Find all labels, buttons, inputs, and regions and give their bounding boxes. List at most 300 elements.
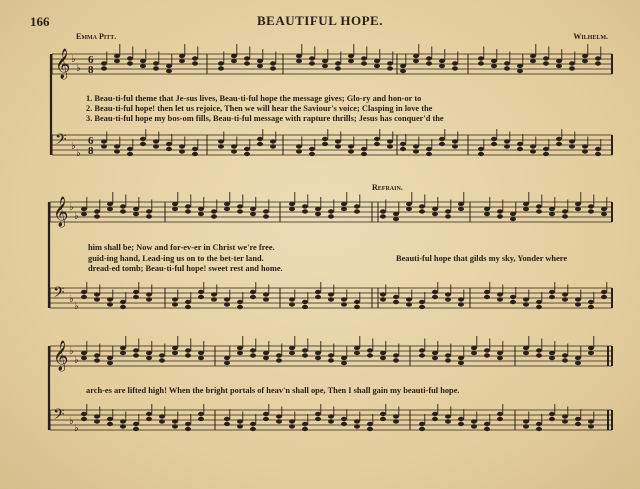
note-head bbox=[237, 346, 243, 350]
note-head bbox=[211, 209, 217, 213]
note-head bbox=[458, 417, 464, 421]
note-head bbox=[595, 152, 601, 156]
note-head bbox=[458, 297, 464, 301]
note-head bbox=[107, 361, 113, 365]
note-head bbox=[153, 66, 159, 70]
note-head bbox=[556, 59, 562, 63]
note-head bbox=[237, 209, 243, 213]
note-head bbox=[237, 300, 243, 304]
note-head bbox=[198, 212, 204, 216]
note-head bbox=[504, 66, 510, 70]
note-head bbox=[588, 305, 594, 309]
note-head bbox=[562, 414, 568, 418]
page-number: 166 bbox=[30, 14, 50, 29]
note-head bbox=[224, 202, 230, 206]
note-head bbox=[523, 297, 529, 301]
note-head bbox=[575, 202, 581, 206]
note-head bbox=[595, 147, 601, 151]
note-head bbox=[94, 297, 100, 301]
note-head bbox=[536, 427, 542, 431]
note-head bbox=[133, 207, 139, 211]
note-head bbox=[133, 295, 139, 299]
note-head bbox=[335, 66, 341, 70]
note-head bbox=[601, 290, 607, 294]
note-head bbox=[530, 54, 536, 58]
time-signature: 8 bbox=[88, 145, 94, 157]
note-head bbox=[575, 297, 581, 301]
note-head bbox=[562, 419, 568, 423]
treble-clef-icon: 𝄞 bbox=[53, 197, 69, 227]
note-head bbox=[140, 137, 146, 141]
note-head bbox=[263, 351, 269, 355]
note-head bbox=[582, 59, 588, 63]
note-head bbox=[400, 64, 406, 68]
note-head bbox=[497, 412, 503, 416]
note-head bbox=[497, 214, 503, 218]
note-head bbox=[276, 419, 282, 423]
note-head bbox=[328, 353, 334, 357]
note-head bbox=[517, 142, 523, 146]
note-head bbox=[341, 302, 347, 306]
note-head bbox=[478, 61, 484, 65]
note-head bbox=[595, 61, 601, 65]
note-head bbox=[94, 414, 100, 418]
note-head bbox=[263, 209, 269, 213]
note-head bbox=[120, 209, 126, 213]
note-head bbox=[341, 356, 347, 360]
note-head bbox=[484, 353, 490, 357]
note-head bbox=[172, 424, 178, 428]
note-head bbox=[549, 351, 555, 355]
system3-lyric: arch-es are lifted high! When the bright portals of heav'n shall ope, Then I shall gain my beauti-ful hope. bbox=[86, 386, 460, 395]
note-head bbox=[140, 64, 146, 68]
flat-icon: ♭ bbox=[76, 148, 81, 159]
note-head bbox=[380, 297, 386, 301]
note-head bbox=[549, 290, 555, 294]
note-head bbox=[107, 356, 113, 360]
note-head bbox=[458, 361, 464, 365]
note-head bbox=[81, 295, 87, 299]
note-head bbox=[172, 207, 178, 211]
note-head bbox=[153, 61, 159, 65]
treble-clef-icon: 𝄞 bbox=[55, 49, 71, 79]
hymn-title: BEAUTIFUL HOPE. bbox=[257, 13, 383, 28]
note-head bbox=[419, 348, 425, 352]
note-head bbox=[374, 142, 380, 146]
note-head bbox=[237, 305, 243, 309]
note-head bbox=[198, 417, 204, 421]
note-head bbox=[380, 209, 386, 213]
note-head bbox=[510, 212, 516, 216]
note-head bbox=[588, 424, 594, 428]
note-head bbox=[523, 207, 529, 211]
note-head bbox=[218, 61, 224, 65]
note-head bbox=[380, 292, 386, 296]
note-head bbox=[582, 144, 588, 148]
system2-lyric-1: him shall be; Now and for-ev-er in Christ we're free. bbox=[88, 243, 275, 252]
note-head bbox=[517, 147, 523, 151]
note-head bbox=[224, 361, 230, 365]
note-head bbox=[393, 300, 399, 304]
note-head bbox=[536, 209, 542, 213]
note-head bbox=[341, 297, 347, 301]
note-head bbox=[250, 353, 256, 357]
note-head bbox=[231, 144, 237, 148]
note-head bbox=[406, 202, 412, 206]
note-head bbox=[315, 295, 321, 299]
note-head bbox=[263, 412, 269, 416]
note-head bbox=[192, 61, 198, 65]
note-head bbox=[322, 64, 328, 68]
note-head bbox=[127, 56, 133, 60]
note-head bbox=[335, 144, 341, 148]
note-head bbox=[426, 147, 432, 151]
note-head bbox=[198, 356, 204, 360]
note-head bbox=[458, 302, 464, 306]
note-head bbox=[361, 61, 367, 65]
note-head bbox=[484, 427, 490, 431]
note-head bbox=[367, 353, 373, 357]
note-head bbox=[517, 69, 523, 73]
note-head bbox=[367, 427, 373, 431]
note-head bbox=[257, 142, 263, 146]
note-head bbox=[491, 137, 497, 141]
note-head bbox=[120, 204, 126, 208]
note-head bbox=[224, 297, 230, 301]
note-head bbox=[348, 54, 354, 58]
flat-icon: ♭ bbox=[69, 346, 74, 357]
note-head bbox=[322, 59, 328, 63]
note-head bbox=[224, 207, 230, 211]
note-head bbox=[315, 290, 321, 294]
flat-icon: ♭ bbox=[74, 423, 79, 434]
note-head bbox=[172, 302, 178, 306]
note-head bbox=[263, 297, 269, 301]
note-head bbox=[81, 412, 87, 416]
note-head bbox=[458, 356, 464, 360]
note-head bbox=[458, 202, 464, 206]
note-head bbox=[107, 202, 113, 206]
note-head bbox=[289, 419, 295, 423]
note-head bbox=[328, 214, 334, 218]
note-head bbox=[296, 144, 302, 148]
note-head bbox=[374, 59, 380, 63]
note-head bbox=[120, 351, 126, 355]
note-head bbox=[588, 209, 594, 213]
note-head bbox=[296, 54, 302, 58]
time-signature: 8 bbox=[88, 64, 94, 76]
note-head bbox=[543, 152, 549, 156]
note-head bbox=[588, 204, 594, 208]
note-head bbox=[185, 209, 191, 213]
note-head bbox=[315, 356, 321, 360]
note-head bbox=[244, 147, 250, 151]
note-head bbox=[361, 152, 367, 156]
note-head bbox=[432, 207, 438, 211]
note-head bbox=[146, 297, 152, 301]
note-head bbox=[192, 56, 198, 60]
note-head bbox=[556, 142, 562, 146]
note-head bbox=[341, 361, 347, 365]
note-head bbox=[601, 207, 607, 211]
note-head bbox=[179, 149, 185, 153]
note-head bbox=[517, 64, 523, 68]
note-head bbox=[101, 66, 107, 70]
note-head bbox=[101, 61, 107, 65]
note-head bbox=[159, 353, 165, 357]
note-head bbox=[348, 59, 354, 63]
note-head bbox=[133, 348, 139, 352]
note-head bbox=[192, 147, 198, 151]
note-head bbox=[556, 64, 562, 68]
note-head bbox=[250, 422, 256, 426]
note-head bbox=[198, 412, 204, 416]
note-head bbox=[120, 305, 126, 309]
note-head bbox=[341, 202, 347, 206]
note-head bbox=[172, 202, 178, 206]
note-head bbox=[218, 139, 224, 143]
note-head bbox=[302, 348, 308, 352]
note-head bbox=[315, 212, 321, 216]
note-head bbox=[263, 417, 269, 421]
note-head bbox=[432, 417, 438, 421]
note-head bbox=[140, 142, 146, 146]
note-head bbox=[491, 59, 497, 63]
note-head bbox=[94, 419, 100, 423]
note-head bbox=[120, 424, 126, 428]
note-head bbox=[231, 54, 237, 58]
bass-clef-icon: 𝄢 bbox=[53, 406, 65, 427]
note-head bbox=[250, 348, 256, 352]
note-head bbox=[419, 305, 425, 309]
note-head bbox=[328, 358, 334, 362]
note-head bbox=[114, 54, 120, 58]
note-head bbox=[107, 417, 113, 421]
note-head bbox=[166, 142, 172, 146]
note-head bbox=[536, 204, 542, 208]
note-head bbox=[445, 297, 451, 301]
note-head bbox=[218, 66, 224, 70]
note-head bbox=[81, 207, 87, 211]
note-head bbox=[523, 424, 529, 428]
note-head bbox=[510, 217, 516, 221]
note-head bbox=[432, 212, 438, 216]
note-head bbox=[471, 424, 477, 428]
note-head bbox=[107, 297, 113, 301]
note-head bbox=[536, 353, 542, 357]
note-head bbox=[569, 61, 575, 65]
verse-2-line: 2. Beau-ti-ful hope! then let us rejoice, Then we will hear the Saviour's voice; Clasping in love the bbox=[86, 104, 433, 113]
note-head bbox=[393, 419, 399, 423]
note-head bbox=[153, 139, 159, 143]
note-head bbox=[471, 419, 477, 423]
treble-clef-icon: 𝄞 bbox=[53, 341, 69, 371]
note-head bbox=[484, 422, 490, 426]
note-head bbox=[302, 422, 308, 426]
note-head bbox=[257, 64, 263, 68]
note-head bbox=[569, 144, 575, 148]
note-head bbox=[250, 212, 256, 216]
note-head bbox=[400, 69, 406, 73]
note-head bbox=[549, 207, 555, 211]
note-head bbox=[289, 207, 295, 211]
note-head bbox=[341, 422, 347, 426]
note-head bbox=[588, 351, 594, 355]
note-head bbox=[94, 214, 100, 218]
note-head bbox=[549, 417, 555, 421]
note-head bbox=[211, 297, 217, 301]
note-head bbox=[419, 209, 425, 213]
note-head bbox=[536, 348, 542, 352]
note-head bbox=[445, 414, 451, 418]
flat-icon: ♭ bbox=[74, 211, 79, 222]
note-head bbox=[224, 422, 230, 426]
note-head bbox=[289, 424, 295, 428]
flat-icon: ♭ bbox=[76, 63, 81, 74]
note-head bbox=[107, 207, 113, 211]
note-head bbox=[270, 61, 276, 65]
note-head bbox=[133, 212, 139, 216]
note-head bbox=[387, 61, 393, 65]
note-head bbox=[419, 353, 425, 357]
note-head bbox=[556, 137, 562, 141]
flat-icon: ♭ bbox=[71, 141, 76, 152]
flat-icon: ♭ bbox=[74, 355, 79, 366]
note-head bbox=[276, 414, 282, 418]
note-head bbox=[166, 147, 172, 151]
note-head bbox=[315, 412, 321, 416]
note-head bbox=[309, 147, 315, 151]
note-head bbox=[120, 419, 126, 423]
note-head bbox=[172, 346, 178, 350]
note-head bbox=[107, 422, 113, 426]
note-head bbox=[237, 419, 243, 423]
note-head bbox=[445, 353, 451, 357]
note-head bbox=[101, 139, 107, 143]
note-head bbox=[328, 419, 334, 423]
note-head bbox=[491, 142, 497, 146]
note-head bbox=[322, 137, 328, 141]
note-head bbox=[179, 54, 185, 58]
note-head bbox=[432, 351, 438, 355]
note-head bbox=[354, 305, 360, 309]
note-head bbox=[315, 417, 321, 421]
note-head bbox=[380, 351, 386, 355]
note-head bbox=[140, 59, 146, 63]
note-head bbox=[120, 300, 126, 304]
note-head bbox=[432, 356, 438, 360]
note-head bbox=[81, 212, 87, 216]
note-head bbox=[172, 351, 178, 355]
note-head bbox=[439, 59, 445, 63]
note-head bbox=[328, 414, 334, 418]
note-head bbox=[445, 419, 451, 423]
note-head bbox=[354, 351, 360, 355]
note-head bbox=[94, 353, 100, 357]
note-head bbox=[302, 209, 308, 213]
note-head bbox=[354, 209, 360, 213]
note-head bbox=[497, 297, 503, 301]
note-head bbox=[166, 69, 172, 73]
note-head bbox=[374, 64, 380, 68]
note-head bbox=[114, 149, 120, 153]
note-head bbox=[133, 290, 139, 294]
note-head bbox=[374, 137, 380, 141]
system2-lyric-3: dread-ed tomb; Beau-ti-ful hope! sweet rest and home. bbox=[88, 264, 283, 273]
note-head bbox=[354, 346, 360, 350]
note-head bbox=[81, 356, 87, 360]
note-head bbox=[328, 292, 334, 296]
note-head bbox=[413, 54, 419, 58]
note-head bbox=[445, 209, 451, 213]
note-head bbox=[159, 358, 165, 362]
note-head bbox=[120, 346, 126, 350]
composer-credit: Emma Pitt. bbox=[76, 32, 117, 41]
note-head bbox=[432, 412, 438, 416]
note-head bbox=[198, 290, 204, 294]
note-head bbox=[588, 300, 594, 304]
note-head bbox=[478, 147, 484, 151]
note-head bbox=[510, 295, 516, 299]
verse-1-line: 1. Beau-ti-ful theme that Je-sus lives, Beau-ti-ful hope the message gives; Glo-ry and hon-or to bbox=[86, 94, 422, 103]
note-head bbox=[270, 144, 276, 148]
note-head bbox=[198, 351, 204, 355]
note-head bbox=[380, 214, 386, 218]
note-head bbox=[354, 424, 360, 428]
note-head bbox=[146, 214, 152, 218]
note-head bbox=[315, 351, 321, 355]
note-head bbox=[153, 144, 159, 148]
note-head bbox=[497, 356, 503, 360]
flat-icon: ♭ bbox=[69, 202, 74, 213]
note-head bbox=[328, 297, 334, 301]
note-head bbox=[361, 147, 367, 151]
note-head bbox=[315, 207, 321, 211]
note-head bbox=[575, 361, 581, 365]
note-head bbox=[575, 356, 581, 360]
note-head bbox=[543, 147, 549, 151]
note-head bbox=[439, 137, 445, 141]
note-head bbox=[146, 417, 152, 421]
note-head bbox=[361, 56, 367, 60]
note-head bbox=[523, 351, 529, 355]
note-head bbox=[81, 417, 87, 421]
note-head bbox=[426, 152, 432, 156]
note-head bbox=[549, 356, 555, 360]
note-head bbox=[263, 292, 269, 296]
time-signature: 6 bbox=[88, 135, 94, 147]
note-head bbox=[289, 346, 295, 350]
arranger-credit: Wilhelm. bbox=[573, 32, 608, 41]
note-head bbox=[400, 142, 406, 146]
note-head bbox=[380, 412, 386, 416]
note-head bbox=[250, 207, 256, 211]
note-head bbox=[198, 295, 204, 299]
note-head bbox=[484, 212, 490, 216]
note-head bbox=[491, 64, 497, 68]
note-head bbox=[270, 66, 276, 70]
note-head bbox=[575, 207, 581, 211]
note-head bbox=[133, 353, 139, 357]
note-head bbox=[159, 419, 165, 423]
note-head bbox=[458, 207, 464, 211]
note-head bbox=[536, 422, 542, 426]
note-head bbox=[575, 422, 581, 426]
note-head bbox=[419, 427, 425, 431]
note-head bbox=[588, 346, 594, 350]
refrain-label: Refrain. bbox=[372, 183, 403, 192]
note-head bbox=[172, 419, 178, 423]
